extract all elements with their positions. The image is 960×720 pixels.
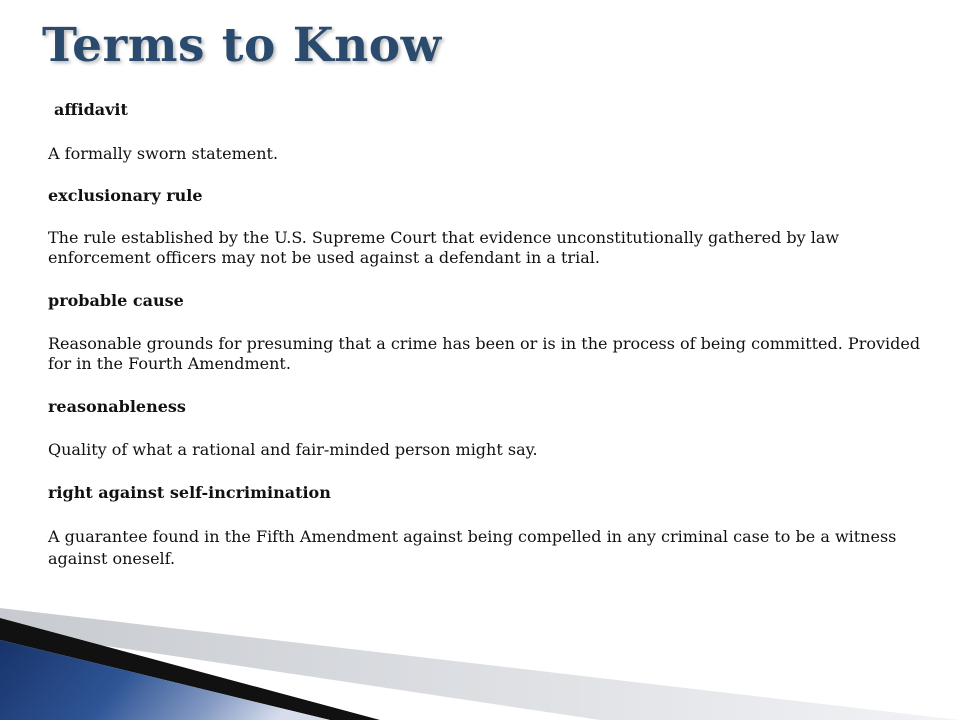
- terms-list: [48, 100, 928, 570]
- slide-title: Terms to Know: [42, 18, 442, 73]
- definition-exclusionary-rule: The rule established by the U.S. Supreme Court that evidence unconstitutionally gathered by law enforcement officers may not be used against a defendant in a trial.: [48, 228, 840, 267]
- term-probable-cause: probable cause: [48, 291, 184, 310]
- decorative-corner-bands: [0, 600, 960, 720]
- term-exclusionary-rule: exclusionary rule: [48, 186, 203, 205]
- definition-reasonableness: Quality of what a rational and fair-minded person might say.: [48, 440, 538, 459]
- term-right-against-self-incrimination: right against self-incrimination: [48, 483, 331, 502]
- term-reasonableness: reasonableness: [48, 397, 186, 416]
- term-affidavit: affidavit: [54, 100, 128, 119]
- definition-probable-cause: Reasonable grounds for presuming that a crime has been or is in the process of being committed. Provided for in the Fourth Amendment.: [48, 334, 921, 373]
- definition-affidavit: A formally sworn statement.: [48, 144, 279, 163]
- definition-right-against-self-incrimination: A guarantee found in the Fifth Amendment against being compelled in any criminal case to be a witness against oneself.: [48, 527, 897, 568]
